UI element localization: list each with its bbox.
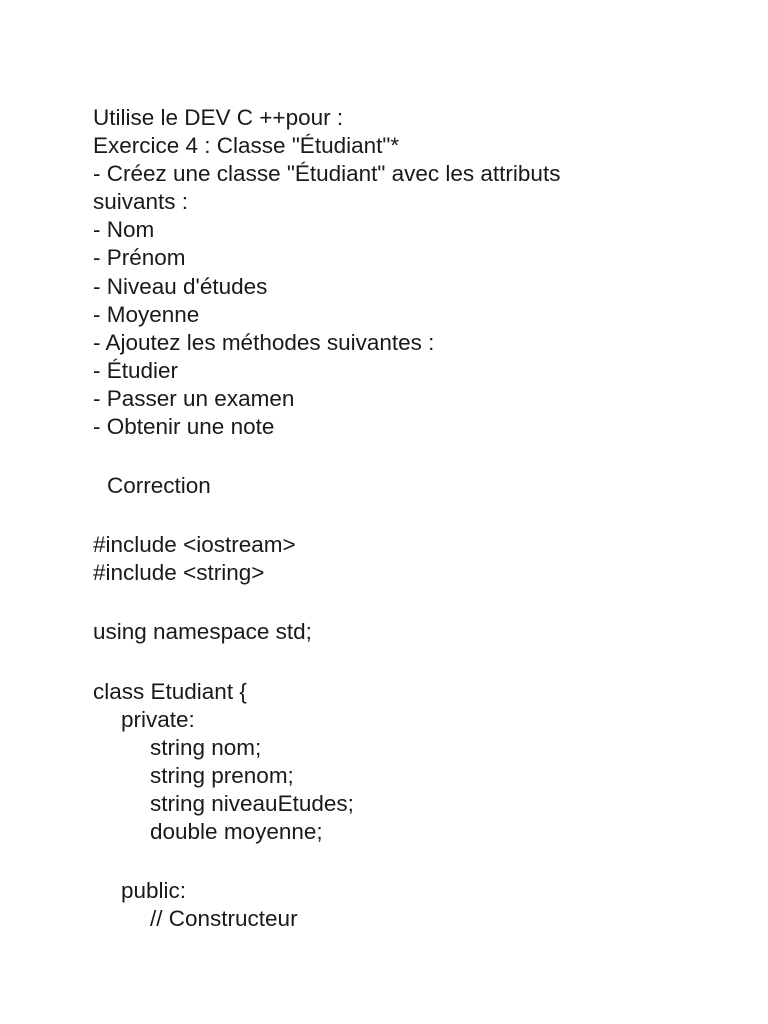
attribute-item: - Moyenne [93,301,200,327]
code-comment: // Constructeur [150,906,298,932]
attribute-item: - Niveau d'études [93,273,268,299]
code-member: double moyenne; [150,818,323,844]
code-private-label: private: [121,706,195,732]
instruction-line: - Créez une classe "Étudiant" avec les attributs [93,161,561,187]
attribute-item: - Prénom [93,245,186,271]
spacer [93,647,713,678]
code-include: #include <iostream> [93,532,296,558]
attribute-item: - Nom [93,217,155,243]
code-include: #include <string> [93,560,265,586]
correction-heading: Correction [107,473,211,499]
spacer [93,500,713,531]
method-item: - Passer un examen [93,385,295,411]
code-member: string nom; [150,734,262,760]
method-item: - Obtenir une note [93,414,275,440]
methods-intro: - Ajoutez les méthodes suivantes : [93,329,435,355]
code-public-label: public: [121,878,187,904]
spacer [93,846,713,877]
document-content [93,104,713,933]
code-class-declaration: class Etudiant { [93,678,247,704]
method-item: - Étudier [93,357,179,383]
intro-text: Utilise le DEV C ++pour : [93,105,344,130]
instruction-line: suivants : [93,189,189,215]
spacer [93,587,713,618]
code-member: string niveauEtudes; [150,790,354,816]
spacer [93,441,713,472]
code-member: string prenom; [150,762,294,788]
exercise-title: Exercice 4 : Classe "Étudiant"* [93,133,400,159]
code-using: using namespace std; [93,619,312,645]
